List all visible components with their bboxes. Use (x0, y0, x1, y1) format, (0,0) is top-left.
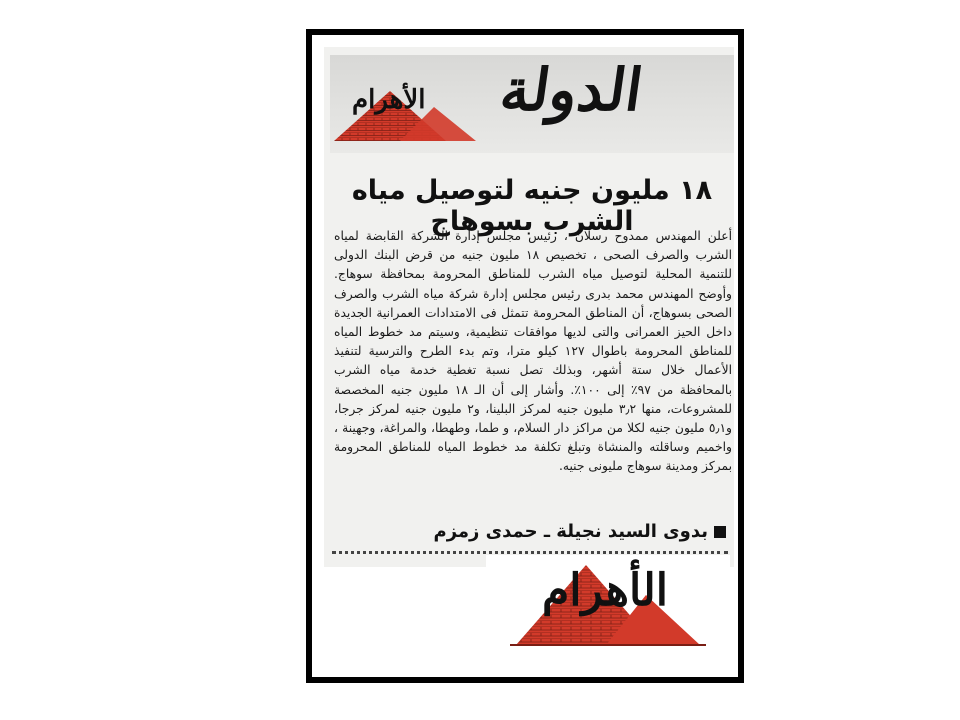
section-title: الدولة (496, 56, 647, 124)
masthead-logo-text: الأهرام (352, 85, 426, 115)
section-header (330, 55, 734, 153)
article-body: أعلن المهندس ممدوح رسلان ، رئيس مجلس إدارة الشركة القابضة لمياه الشرب والصرف الصحى ، تخصيص ١٨ مليون جنيه من قرض البنك الدولى للتنمية المحلية لتوصيل مياه الشرب للمناطق المحرومة بمحافظة سوهاج. وأوضح المهندس محمد بدرى رئيس مجلس إدارة شركة مياه الشرب والصرف الصحى بسوهاج، أن المناطق المحرومة تتمثل فى الامتدادات العمرانية الجديدة داخل الحيز العمرانى والتى لديها موافقات تنظيمية، وسيتم مد خطوط المياه للمناطق المحرومة باطوال ١٢٧ كيلو مترا، وتم بدء الطرح والترسية لتنفيذ الأعمال خلال ستة أشهر، وبذلك تصل نسبة تغطية خدمة مياه الشرب بالمحافظة من ٩٧٪ إلى ١٠٠٪. وأشار إلى أن الـ ١٨ مليون جنيه المخصصة للمشروعات، منها ٣٫٢ مليون جنيه لمركز البلينا، و٢ مليون جنيه لمركز جرجا، و٥٫١ مليون جنيه لكلا من مراكز دار السلام، و طما، وطهطا، والمراغة، وجهينة ، واخميم وساقلته والمنشاة وتبلغ تكلفة مد خطوط المياه للمناطق المحرومة بمركز ومدينة سوهاج مليونى جنيه. (334, 229, 732, 474)
newspaper-clipping (324, 47, 734, 567)
source-logo (486, 555, 730, 673)
masthead-logo (330, 83, 480, 143)
dotted-divider (332, 551, 728, 554)
square-bullet-icon (714, 526, 726, 538)
article-headline: ١٨ مليون جنيه لتوصيل مياه الشرب بسوهاج (351, 175, 713, 237)
byline-text: بدوى السيد نجيلة ـ حمدى زمزم (433, 521, 708, 542)
source-logo-text: الأهرام (542, 565, 668, 616)
article-byline (434, 521, 727, 542)
